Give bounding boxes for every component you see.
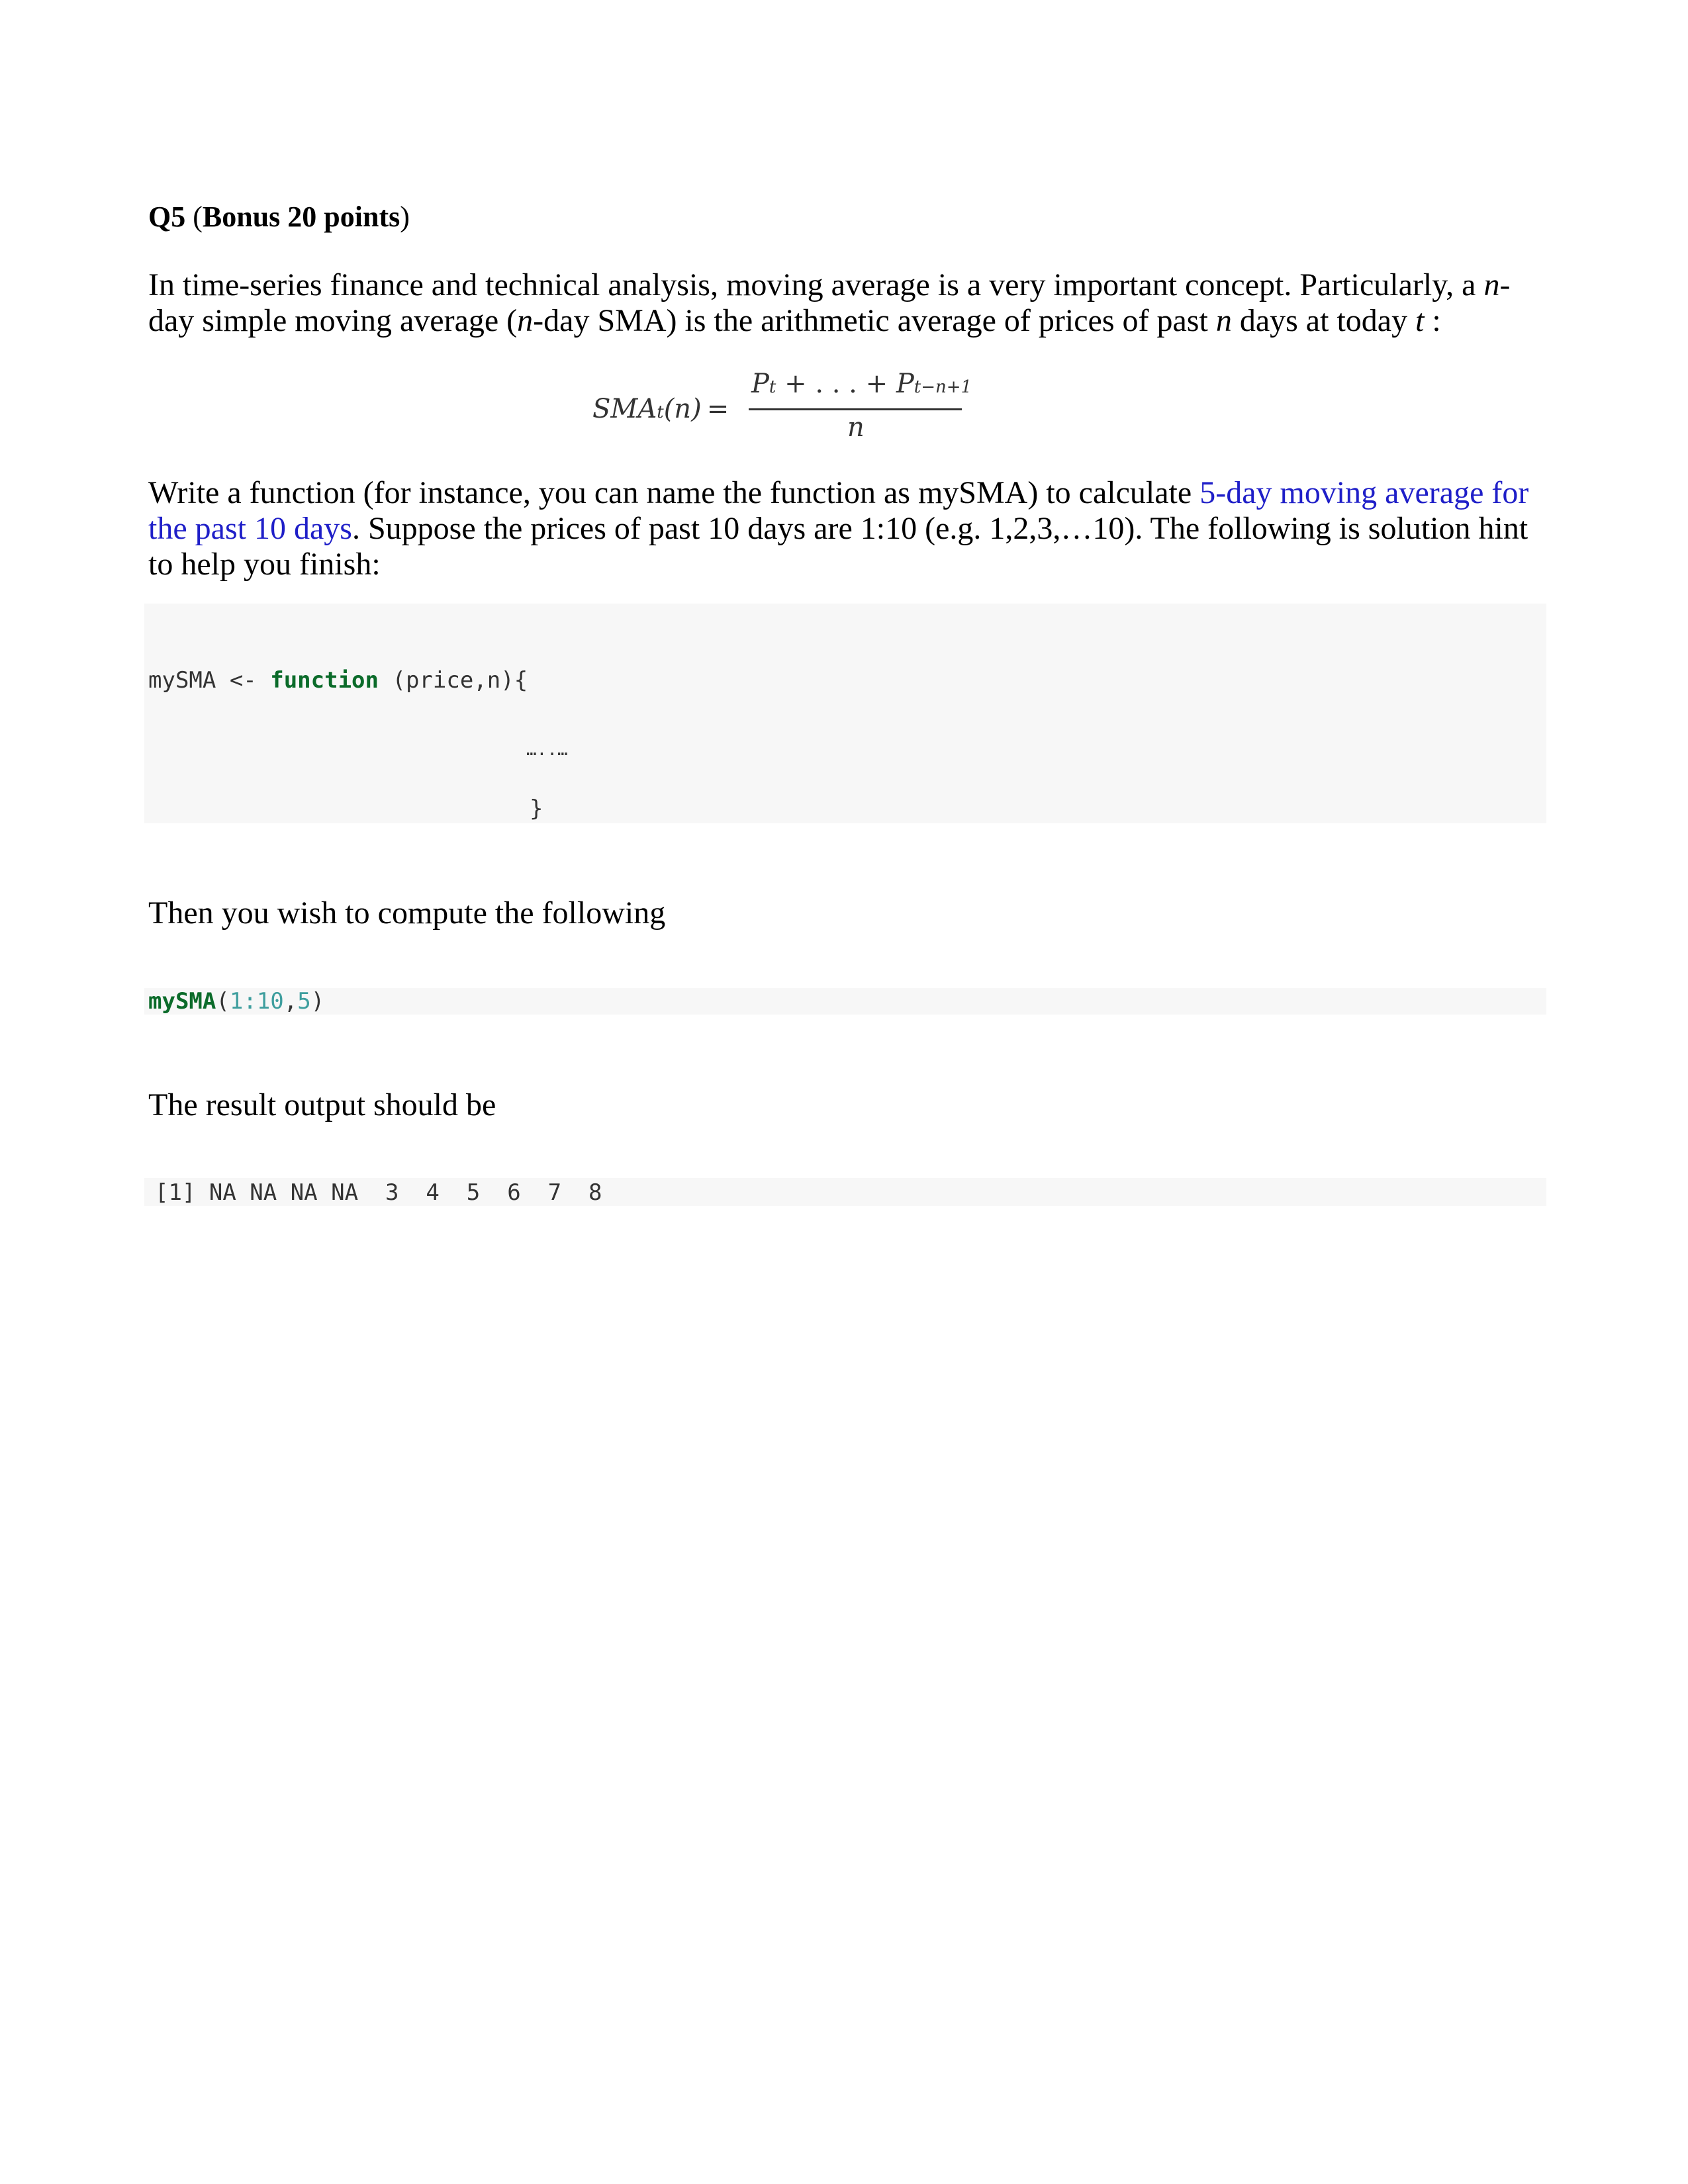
formula-numerator bbox=[751, 369, 972, 399]
code-call-arg1: 1:10 bbox=[229, 988, 284, 1015]
code-call-arg2: 5 bbox=[297, 988, 311, 1015]
question-title: Q5 (Bonus 20 points) bbox=[148, 201, 410, 233]
code-call-fn: mySMA bbox=[148, 988, 216, 1015]
code-closing-brace: } bbox=[530, 796, 543, 822]
code-keyword: function bbox=[270, 667, 379, 694]
task-highlight: 5-day moving average for the past 10 days bbox=[148, 475, 1529, 546]
formula-lhs-sub: t bbox=[657, 402, 664, 422]
task-text-2: . Suppose the prices of past 10 days are 1:10 (e.g. 1,2,3,…10). The following is solution hint to help you finish: bbox=[148, 511, 1528, 582]
intro-text-3: -day SMA) is the arithmetic average of prices of past bbox=[533, 303, 1216, 338]
code-block-function bbox=[144, 604, 1546, 823]
code-output: [1] NA NA NA NA 3 4 5 6 7 8 bbox=[155, 1179, 602, 1206]
formula-lhs bbox=[592, 394, 729, 424]
sma-formula bbox=[592, 367, 972, 453]
code-call-open: ( bbox=[216, 988, 230, 1015]
intro-text-2: -day simple moving average ( bbox=[148, 267, 1511, 338]
code-call bbox=[148, 988, 324, 1015]
task-paragraph bbox=[148, 475, 1552, 582]
code-call-close: ) bbox=[310, 988, 325, 1015]
code-call-comma: , bbox=[283, 988, 298, 1015]
result-paragraph: The result output should be bbox=[148, 1087, 496, 1122]
question-label: Q5 bbox=[148, 201, 186, 233]
formula-equals: = bbox=[706, 394, 729, 424]
fraction-bar bbox=[749, 408, 962, 410]
formula-p1: P bbox=[751, 369, 769, 399]
intro-text-5: : bbox=[1424, 303, 1441, 338]
intro-text-4: days at today bbox=[1231, 303, 1416, 338]
code-function-signature bbox=[148, 667, 528, 694]
formula-lhs-arg: (n) bbox=[663, 394, 702, 424]
intro-text-1: In time-series finance and technical analysis, moving average is a very important concept. Particularly, a bbox=[148, 267, 1484, 302]
var-n: n bbox=[517, 303, 534, 338]
var-n: n bbox=[1483, 267, 1500, 302]
bonus-label: Bonus 20 points bbox=[202, 201, 400, 233]
formula-p1-sub: t bbox=[769, 377, 776, 397]
var-n: n bbox=[1215, 303, 1232, 338]
formula-mid: + . . . + bbox=[776, 369, 896, 399]
code-fn-name: mySMA <- bbox=[148, 667, 271, 694]
formula-p2: P bbox=[896, 369, 914, 399]
code-fn-args: (price,n){ bbox=[379, 667, 528, 694]
formula-lhs-main: SMA bbox=[592, 394, 657, 424]
formula-denominator: n bbox=[847, 412, 865, 443]
code-ellipsis: …..… bbox=[526, 740, 568, 760]
var-t: t bbox=[1415, 303, 1425, 338]
task-text-1: Write a function (for instance, you can name the function as mySMA) to calculate bbox=[148, 475, 1200, 510]
code-block-call bbox=[144, 988, 1546, 1015]
formula-p2-sub: t−n+1 bbox=[914, 377, 972, 397]
intro-paragraph bbox=[148, 267, 1552, 339]
compute-paragraph: Then you wish to compute the following bbox=[148, 895, 666, 931]
